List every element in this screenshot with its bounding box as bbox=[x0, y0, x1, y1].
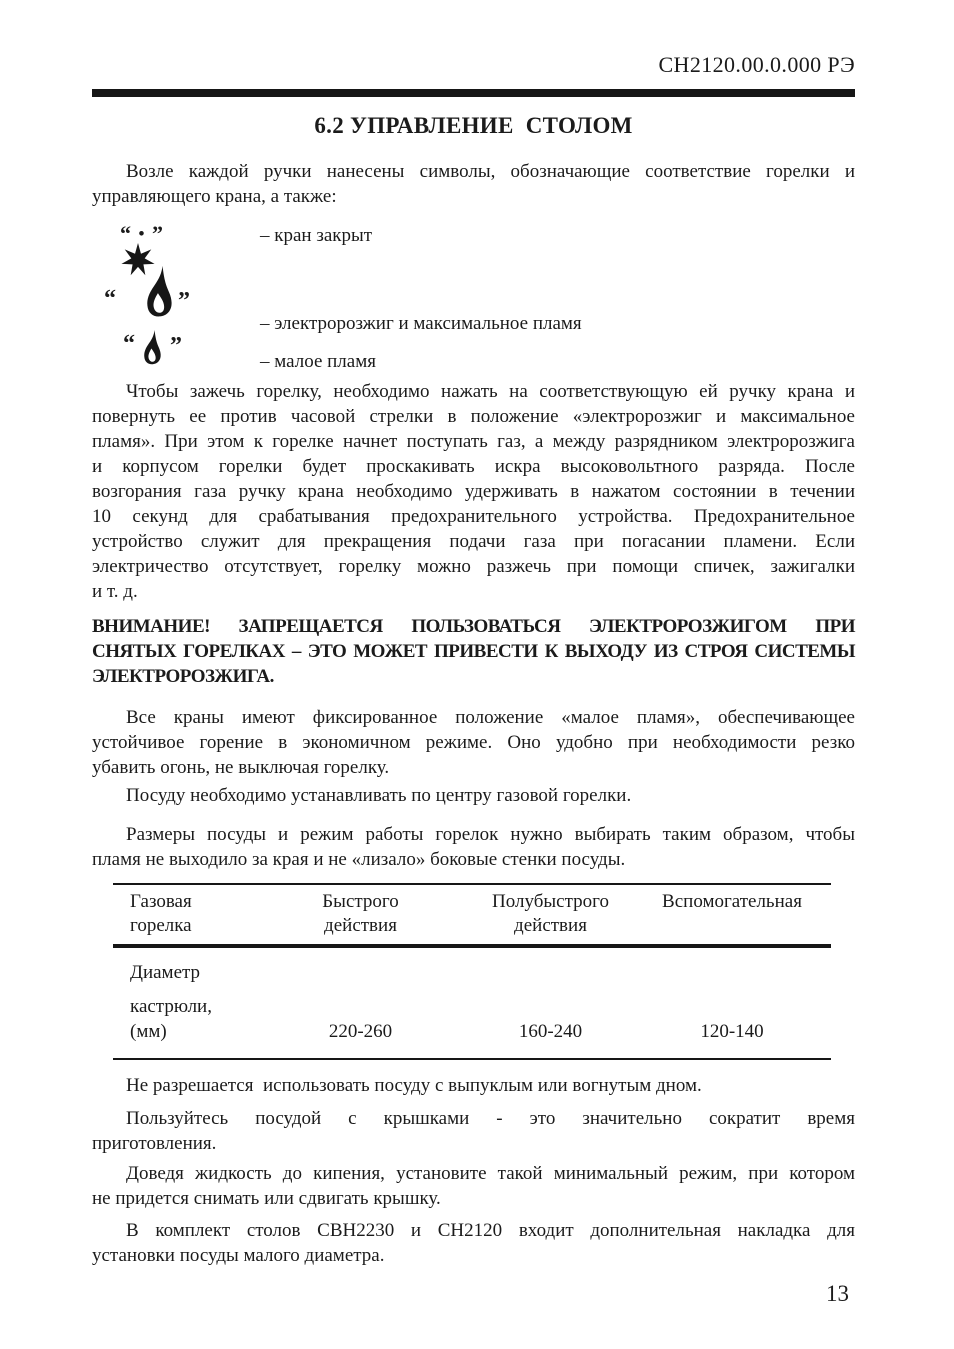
taps-paragraph: Все краны имеют фиксированное положение «малое пламя», обеспечивающее устойчивое горение в экономичном режиме. Оно удобно при необходимости резко убавить огонь, не выключая горелку. bbox=[92, 707, 855, 778]
quote-mark: “ bbox=[104, 286, 116, 312]
document-code: СН2120.00.0.000 РЭ bbox=[658, 52, 855, 77]
column-header-auxiliary: Вспомогательная bbox=[662, 891, 802, 912]
diameter-semifast-value: 160-240 bbox=[518, 1021, 583, 1042]
table-header-row bbox=[113, 885, 831, 948]
intro-paragraph: Возле каждой ручки нанесены символы, обозначающие соответствие горелки и управляющего крана, а также: bbox=[92, 161, 855, 207]
quote-mark: ” bbox=[178, 288, 190, 314]
section-title: 6.2 УПРАВЛЕНИЕ СТОЛОМ bbox=[314, 113, 633, 138]
table-row bbox=[113, 948, 831, 1058]
pan-sizes-paragraph: Размеры посуды и режим работы горелок нужно выбирать таким образом, чтобы пламя не выходило за края и не «лизало» боковые стенки посуды. bbox=[92, 824, 855, 870]
flat-bottom-paragraph: Не разрешается использовать посуду с выпуклым или вогнутым дном. bbox=[126, 1075, 702, 1096]
symbol-label: – малое пламя bbox=[260, 351, 376, 372]
lids-paragraph: Пользуйтесь посудой с крышками - это значительно сократит время приготовления. bbox=[92, 1108, 855, 1154]
large-flame-icon bbox=[144, 262, 175, 320]
quote-mark: ” bbox=[170, 333, 182, 359]
boiling-paragraph: Доведя жидкость до кипения, установите такой минимальный режим, при котором не придется снимать или сдвигать крышку. bbox=[92, 1163, 855, 1209]
attention-paragraph: ВНИМАНИЕ! ЗАПРЕЩАЕТСЯ ПОЛЬЗОВАТЬСЯ ЭЛЕКТРОРОЗЖИГОМ ПРИ СНЯТЫХ ГОРЕЛКАХ – ЭТО МОЖЕТ ПРИВЕСТИ К ВЫХОДУ ИЗ СТРОЯ СИСТЕМЫ ЭЛЕКТРОРОЗЖИГА. bbox=[92, 616, 855, 687]
column-header-burner: Газовая горелка bbox=[130, 891, 192, 936]
center-pan-paragraph: Посуду необходимо устанавливать по центру газовой горелки. bbox=[126, 785, 632, 806]
header-rule bbox=[92, 89, 855, 97]
diameter-auxiliary-value: 120-140 bbox=[700, 1021, 764, 1042]
cookware-table bbox=[113, 883, 831, 1060]
page-number: 13 bbox=[826, 1281, 849, 1306]
row-label-diameter: Диаметр кастрюли, (мм) bbox=[130, 962, 212, 1042]
closed-tap-symbol: “ • ” bbox=[120, 221, 164, 246]
column-header-fast: Быстрого действия bbox=[322, 891, 399, 936]
quote-mark: “ bbox=[123, 331, 135, 357]
symbol-legend bbox=[92, 219, 855, 372]
ignition-paragraph: Чтобы зажечь горелку, необходимо нажать на соответствующую ей ручку крана и повернуть ее против часовой стрелки в положение «электророзжиг и максимальное пламя». При этом к горелке начнет поступать газ, а между разрядником электророзжига и корпусом горелки будет проскакивать искра высоковольтного разряда. После возгорания газа ручку крана необходимо удерживать в нажатом состоянии в течении 10 секунд для срабатывания предохранительного устройства. Предохранительное устройство служит для прекращения подачи газа при погасании пламени. Если электричество отсутствует, горелку можно разжечь при помощи спичек, зажигалки и т. д. bbox=[92, 381, 855, 602]
small-flame-icon bbox=[142, 329, 163, 365]
diameter-fast-value: 220-260 bbox=[328, 1021, 393, 1042]
column-header-semifast: Полубыстрого действия bbox=[492, 891, 609, 936]
symbol-label: – электророзжиг и максимальное пламя bbox=[260, 313, 582, 334]
overlay-paragraph: В комплект столов СВН2230 и СН2120 входит дополнительная накладка для установки посуды малого диаметра. bbox=[92, 1220, 855, 1266]
symbol-label: – кран закрыт bbox=[260, 225, 373, 246]
dot-icon: • bbox=[138, 224, 146, 243]
